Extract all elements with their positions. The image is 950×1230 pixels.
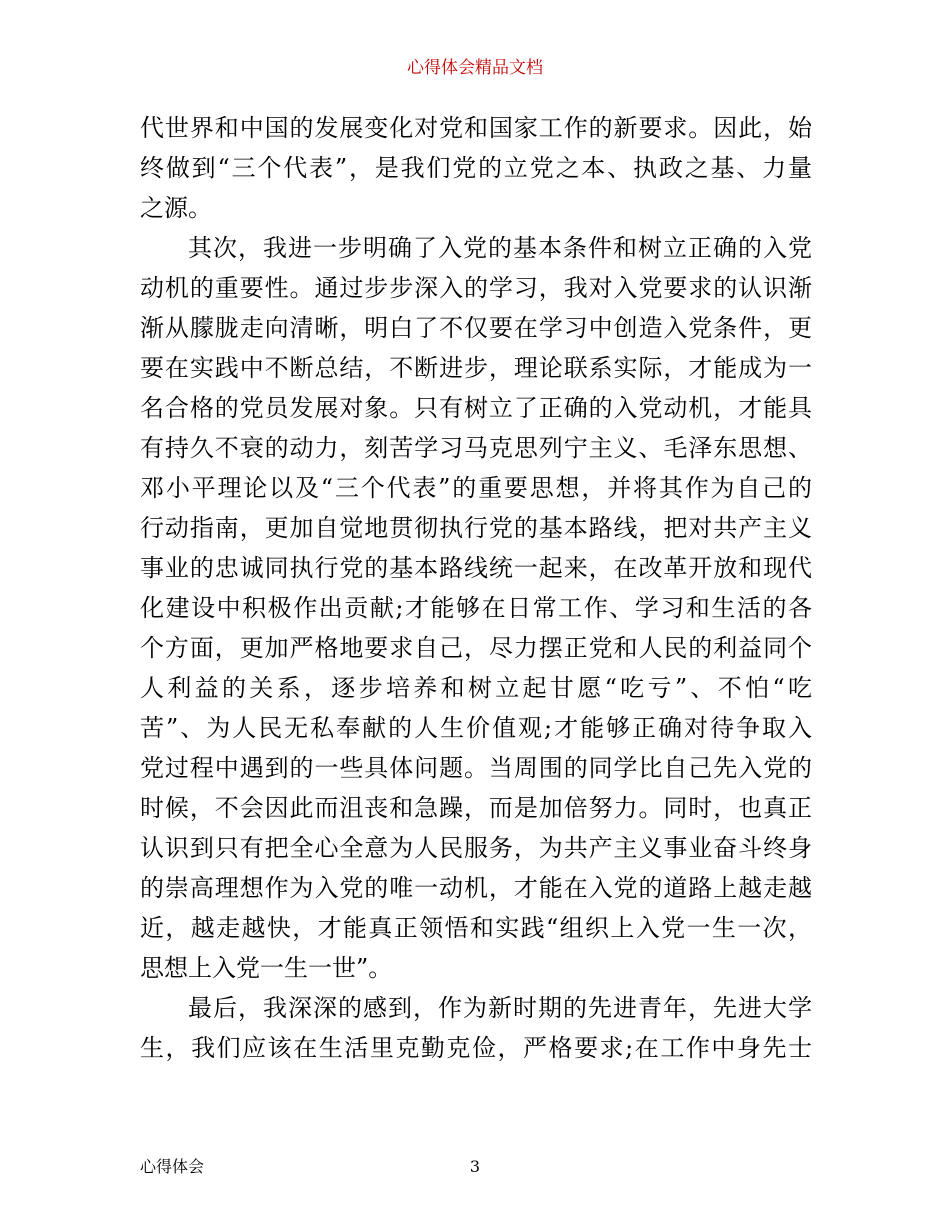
paragraph-line: 苦”、为人民无私奉献的人生价值观;才能够正确对待争取入 <box>140 714 812 742</box>
paragraph-line: 行动指南，更加自觉地贯彻执行党的基本路线，把对共产主义 <box>140 514 812 542</box>
document-body <box>140 108 812 1068</box>
paragraph-line: 近，越走越快，才能真正领悟和实践“组织上入党一生一次， <box>140 914 812 942</box>
paragraph-line: 事业的忠诚同执行党的基本路线统一起来，在改革开放和现代 <box>140 554 812 582</box>
paragraph-line: 终做到“三个代表”，是我们党的立党之本、执政之基、力量 <box>140 154 812 182</box>
paragraph-line: 名合格的党员发展对象。只有树立了正确的入党动机，才能具 <box>140 394 812 422</box>
paragraph-line: 认识到只有把全心全意为人民服务，为共产主义事业奋斗终身 <box>140 834 812 862</box>
footer-label: 心得体会 <box>140 1157 205 1176</box>
paragraph-line: 化建设中积极作出贡献;才能够在日常工作、学习和生活的各 <box>140 594 812 622</box>
paragraph-line: 人利益的关系，逐步培养和树立起甘愿“吃亏”、不怕“吃 <box>140 674 812 702</box>
paragraph-line: 的崇高理想作为入党的唯一动机，才能在入党的道路上越走越 <box>140 874 812 902</box>
paragraph-line: 之源。 <box>140 194 212 222</box>
paragraph-line: 最后，我深深的感到，作为新时期的先进青年，先进大学 <box>188 994 812 1022</box>
paragraph-line: 生，我们应该在生活里克勤克俭，严格要求;在工作中身先士 <box>140 1034 812 1062</box>
page-number: 3 <box>469 1157 481 1176</box>
paragraph-line: 党过程中遇到的一些具体问题。当周围的同学比自己先入党的 <box>140 754 812 782</box>
paragraph-line: 邓小平理论以及“三个代表”的重要思想，并将其作为自己的 <box>140 474 812 502</box>
paragraph <box>140 108 812 228</box>
paragraph-line: 动机的重要性。通过步步深入的学习，我对入党要求的认识渐 <box>140 274 812 302</box>
paragraph-line: 要在实践中不断总结，不断进步，理论联系实际，才能成为一 <box>140 354 812 382</box>
paragraph-line: 时候，不会因此而沮丧和急躁，而是加倍努力。同时，也真正 <box>140 794 812 822</box>
document-header <box>0 56 950 80</box>
paragraph <box>140 228 812 988</box>
paragraph-line: 渐从朦胧走向清晰，明白了不仅要在学习中创造入党条件，更 <box>140 314 812 342</box>
paragraph-line: 思想上入党一生一世”。 <box>140 954 393 982</box>
paragraph-line: 个方面，更加严格地要求自己，尽力摆正党和人民的利益同个 <box>140 634 812 662</box>
paragraph-line: 代世界和中国的发展变化对党和国家工作的新要求。因此，始 <box>140 114 812 142</box>
paragraph-line: 其次，我进一步明确了入党的基本条件和树立正确的入党 <box>188 234 812 262</box>
header-title: 心得体会精品文档 <box>407 58 543 78</box>
paragraph <box>140 988 812 1068</box>
paragraph-line: 有持久不衰的动力，刻苦学习马克思列宁主义、毛泽东思想、 <box>140 434 812 462</box>
